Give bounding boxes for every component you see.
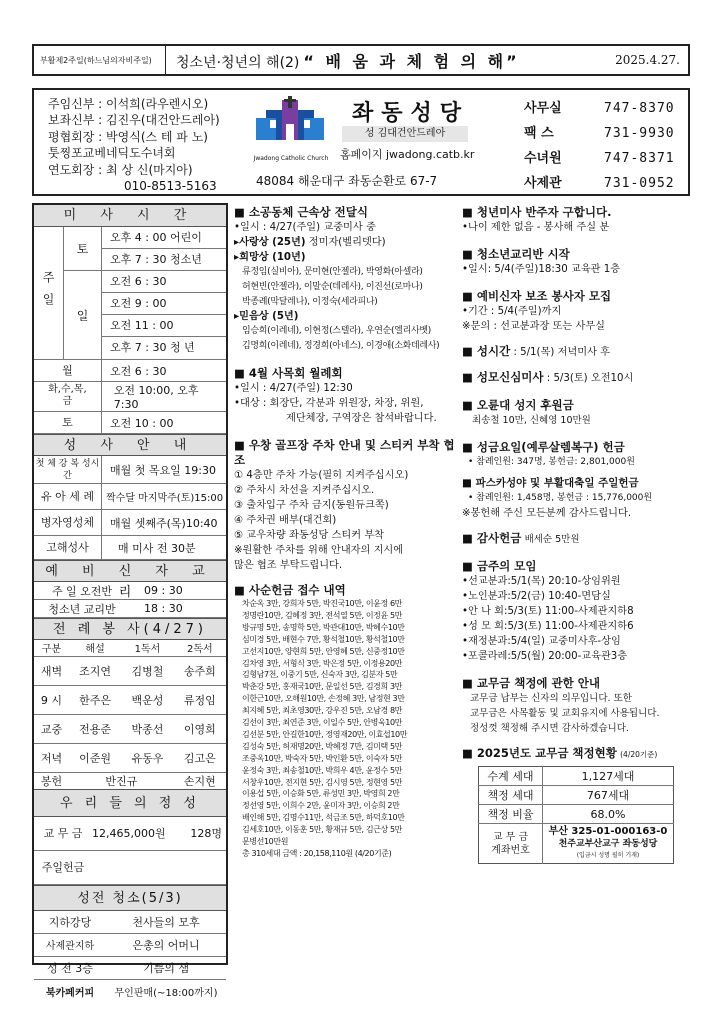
meetings-title: ■ 금주의 모임 bbox=[462, 559, 690, 574]
dues-notice-title: ■ 교무금 책정에 관한 안내 bbox=[462, 676, 690, 691]
cleaning-title: 성전 청소(5/3) bbox=[34, 885, 226, 911]
parish-info-box bbox=[32, 88, 690, 196]
parking-title: ■ 우창 골프장 주차 안내 및 스티커 부착 협조 bbox=[234, 438, 456, 468]
holy-hour-title: ■ 성시간 bbox=[462, 344, 510, 358]
staff-phone: 010-8513-5163 bbox=[124, 179, 217, 194]
sacraments-title: 성 사 안 내 bbox=[34, 434, 226, 456]
parish-name: 좌동성당 bbox=[352, 101, 470, 126]
lent-offering-list: 차순옥 3만, 강희자 5만, 박진국10만, 이윤정 6만 정명란10만, 김혜정 3만, 전석열 5만, 이정윤 5만 방규명 5만, 송명학 5만, 박관대10만, 박혜수10만 심미경 5만, 배현수 7만, 황석철10만, 황석철10만 고선지10만, 양현희 5만, 안영혜 5만, 신중정10만 김차영 3만, 서형식 3만, 박은정 5만, 이정용20만 김형남7천, 이중기 5만, 신숙자 3만, 김분자 5만 박춘강 5만, 홍재국10만, 문일선 5만, 김경희 3만 이한근10만, 오해원10만, 손정혜 3만, 남정현 3만 최지혜 5만, 최초영30만, 강우진 5만, 오남경 8만 김선이 3만, 최연준 3만, 이일수 5만, 안병욱10만 김선분 5만, 안길한10만, 정영재20만, 이효섭10만 김성숙 5만, 허재명20만, 박혜정 7만, 김미택 5만 조중옥10만, 박숙자 5만, 박인환 5만, 이숙자 5만 윤정숙 3만, 최송철10만, 박희우 4만, 윤정수 5만 서창우10만, 전지현 5만, 김시영 5만, 정현영 5만 이용섭 5만, 이승화 5만, 류성민 3만, 박영희 2만 정선영 5만, 이희수 2만, 윤미자 3만, 이승희 2만 배인해 5만, 김명수11만, 석금조 5만, 하덕호10만 김세호10만, 이동훈 5만, 황재규 5만, 김근상 5만 문병선10만원 총 310세대 금액 : 20,158,110원 (4/20기준) bbox=[234, 598, 456, 860]
liturgical-week: 부활제2주일(하느님의자비주일) bbox=[34, 46, 166, 74]
dues-status-title: ■ 2025년도 교무금 책정현황 bbox=[462, 746, 617, 760]
parish-homepage: 홈페이지 jwadong.catb.kr bbox=[340, 148, 475, 161]
left-column: 미 사 시 간 주일 토 오후 4 : 00 어린이 오후 7 : 30 청소년 일 오전 6 : 30 오전 9 : 00 오전 11 : 00 오후 7 : 30 청 년 월 오전 6 : 30 화,수,목,금 오전 10:00, 오후 7:30 토 오전 10 : 00 성 사 안 내 첫 체 강 복 성시간 매월 첫 목요일 19:30 유 아 세 례 짝수달 마지막주(토)15:00 병자영성체 매월 셋째주(목)10:40 고해성사 매 미사 전 30분 예 비 신 자 교 리 주 일 오전반 09 : 30 청소년 교리반 18 : 30 전 례 봉 사(4/27) 구분 해설 1독서 2독서 새벽 조지연 김병철 송주희 9 시 한주은 백운성 류정임 교중 전용준 박종선 이영희 저녁 이준원 유동우 김고은 봉헌 반진규 손지현 우 리 들 의 정 성 교 무 금 12,465,000원 128명 주일헌금 성전 청소(5/3) 지하강당 천사들의 모후 사제관지하 은총의 어머니 성 전 3층 기쁨의 샘 북카페커피 무인판매(~18:00까지) bbox=[32, 203, 228, 965]
church-logo-icon bbox=[252, 96, 328, 154]
lent-offering-total: 총 310세대 금액 : 20,158,110원 (4/20기준) bbox=[242, 849, 392, 859]
year-theme: 청소년·청년의 해(2) “ 배 움 과 체 험 의 해” bbox=[176, 51, 520, 71]
lent-offering-title: ■ 사순헌금 접수 내역 bbox=[234, 583, 456, 598]
contact-list: 사무실 747-8370 팩 스 731-9930 수녀원 747-8371 사제관 731-0952 bbox=[524, 101, 675, 191]
mass-times-title: 미 사 시 간 bbox=[34, 205, 226, 227]
volunteer-title: ■ 예비신자 보조 봉사자 모집 bbox=[462, 289, 690, 304]
monthly-meeting-title: ■ 4월 사목회 월례회 bbox=[234, 366, 456, 381]
bulletin-date: 2025.4.27. bbox=[615, 53, 680, 67]
catechism-title: 예 비 신 자 교 리 bbox=[34, 560, 226, 582]
liturgy-service-table: 구분 해설 1독서 2독서 새벽 조지연 김병철 송주희 9 시 한주은 백운성 류정임 교중 전용준 박종선 이영희 저녁 이준원 유동우 김고은 봉헌 반진규 손지현 bbox=[34, 640, 226, 789]
sunday-mass-block: 주일 토 오후 4 : 00 어린이 오후 7 : 30 청소년 일 오전 6 : 30 오전 9 : 00 오전 11 : 00 오후 7 : 30 청 년 bbox=[34, 227, 226, 360]
staff-list: 주임신부 : 이석희(라우렌시오) 보좌신부 : 김진우(대건안드레아) 평협회장 : 박영식(스 테 파 노) 툿찡포교베네딕도수녀회 연도회장 : 최 상 신(마지아) 010-8513-5163 bbox=[48, 97, 220, 194]
award-title: ■ 소공동체 근속상 전달식 bbox=[234, 205, 456, 220]
middle-column: ■ 소공동체 근속상 전달식 •일시 : 4/27(주일) 교중미사 중 ▸사랑상 (25년) 정미자(벨리뎃다) ▸희망상 (10년) 류정임(실비아), 문미현(안젤라), 박영화(아셀라) 허현빈(안젤라), 이말순(데레사), 이진선(로마나) 박종례(막달레나), 이정숙(세라피나) ▸믿음상 (5년) 임승희(이레네), 이현정(스텔라), 우연순(엘리사벳) 김명희(이레네), 정경희(아네스), 이경애(소화데레사) ■ 4월 사목회 월례회 •일시 : 4/27(주일) 12:30 •대상 : 회장단, 각분과 위원장, 차장, 위원, 제단체장, 구역장은 참석바랍니다. ■ 우창 골프장 주차 안내 및 스티커 부착 협조 ① 4층만 주차 가능(필히 지켜주십시오) ② 주차시 차선을 지켜주십시오. ③ 출차입구 주차 금지(동원듀크쪽) ④ 주차권 배부(대건회) ⑤ 교우차량 좌동성당 스티커 부착 ※원활한 주차를 위해 안내자의 지시에 많은 협조 부탁드립니다. ■ 사순헌금 접수 내역 차순옥 3만, 강희자 5만, 박진국10만, 이윤정 6만 정명란10만, 김혜정 3만, 전석열 5만, 이정윤 5만 방규명 5만, 송명학 5만, 박관대10만, 박혜수10만 심미경 5만, 배현수 7만, 황석철10만, 황석철10만 고선지10만, 양현희 5만, 안영혜 5만, 신중정10만 김차영 3만, 서형식 3만, 박은정 5만, 이정용20만 김형남7천, 이중기 5만, 신숙자 3만, 김분자 5만 박춘강 5만, 홍재국10만, 문일선 5만, 김경희 3만 이한근10만, 오해원10만, 손정혜 3만, 남정현 3만 최지혜 5만, 최초영30만, 강우진 5만, 오남경 8만 김선이 3만, 최연준 3만, 이일수 5만, 안병욱10만 김선분 5만, 안길한10만, 정영재20만, 이효섭10만 김성숙 5만, 허재명20만, 박혜정 7만, 김미택 5만 조중옥10만, 박숙자 5만, 박인환 5만, 이숙자 5만 윤정숙 3만, 최송철10만, 박희우 4만, 윤정수 5만 서창우10만, 전지현 5만, 김시영 5만, 정현영 5만 이용섭 5만, 이승화 5만, 류성민 3만, 박영희 2만 정선영 5만, 이희수 2만, 윤미자 3만, 이승희 2만 배인해 5만, 김명수11만, 석금조 5만, 하덕호10만 김세호10만, 이동훈 5만, 황재규 5만, 김근상 5만 문병선10만원 총 310세대 금액 : 20,158,110원 (4/20기준) bbox=[228, 203, 456, 965]
right-column: ■ 청년미사 반주자 구합니다. •나이 제한 없음 - 봉사해 주실 분 ■ 청소년교리반 시작 •일시: 5/4(주일)18:30 교육관 1층 ■ 예비신자 보조 봉사자 모집 •기간 : 5/4(주일)까지 ※문의 : 선교분과장 또는 사무실 ■ 성시간 : 5/1(목) 저녁미사 후 ■ 성모신심미사 : 5/3(토) 오전10시 ■ 오륜대 성지 후원금 최송철 10만, 신혜영 10만원 ■ 성금요일(예루살렘복구) 헌금 • 참례인원: 347명, 봉헌금: 2,801,000원 ■ 파스카성야 및 부활대축일 주일헌금 • 참례인원: 1,458명, 봉헌금 : 15,776,000원 ※봉헌해 주신 모든분께 감사드립니다. ■ 감사헌금 배세순 5만원 ■ 금주의 모임 •선교분과:5/1(목) 20:10-상임위원 •노인분과:5/2(금) 10:40-면담실 •안 나 회:5/3(토) 11:00-사제관지하8 •성 모 회:5/3(토) 11:00-사제관지하6 •재정분과:5/4(일) 교중미사후-상임 •포콜라레:5/5(월) 20:00-교육관3층 ■ 교무금 책정에 관한 안내 교무금 납부는 신자의 의무입니다. 또한 교무금은 사목활동 및 교회유지에 사용됩니다. 정성껏 책정해 주시면 감사하겠습니다. ■ 2025년도 교무금 책정현황 (4/20기준) 수계 세대 1,127세대 책정 세대 767세대 책정 비율 68.0% 교 무 금 계좌번호 부산 325-01-000163-0 천주교부산교구 좌동성당 (입금시 성명 필히 기재) bbox=[456, 203, 690, 965]
thanks-offering-title: ■ 감사헌금 bbox=[462, 531, 521, 545]
accompanist-title: ■ 청년미사 반주자 구합니다. bbox=[462, 205, 690, 220]
parish-patron: 성 김대건안드레아 bbox=[342, 126, 468, 142]
easter-offering-title: ■ 파스카성야 및 부활대축일 주일헌금 bbox=[462, 476, 690, 491]
liturgy-service-title: 전 례 봉 사(4/27) bbox=[34, 618, 226, 640]
offering-title: 우 리 들 의 정 성 bbox=[34, 789, 226, 817]
parish-address: 48084 해운대구 좌동순환로 67-7 bbox=[256, 174, 438, 188]
church-logo: Jwadong Catholic Church bbox=[252, 96, 328, 162]
shrine-support-title: ■ 오륜대 성지 후원금 bbox=[462, 398, 690, 413]
youth-class-title: ■ 청소년교리반 시작 bbox=[462, 247, 690, 262]
bulletin-header bbox=[32, 44, 690, 76]
marian-mass-title: ■ 성모신심미사 bbox=[462, 370, 544, 384]
dues-table: 수계 세대 1,127세대 책정 세대 767세대 책정 비율 68.0% 교 무 금 계좌번호 부산 325-01-000163-0 천주교부산교구 좌동성당 (입금시 성명 필히 기재) bbox=[478, 766, 674, 864]
good-friday-title: ■ 성금요일(예루살렘복구) 헌금 bbox=[462, 440, 690, 455]
